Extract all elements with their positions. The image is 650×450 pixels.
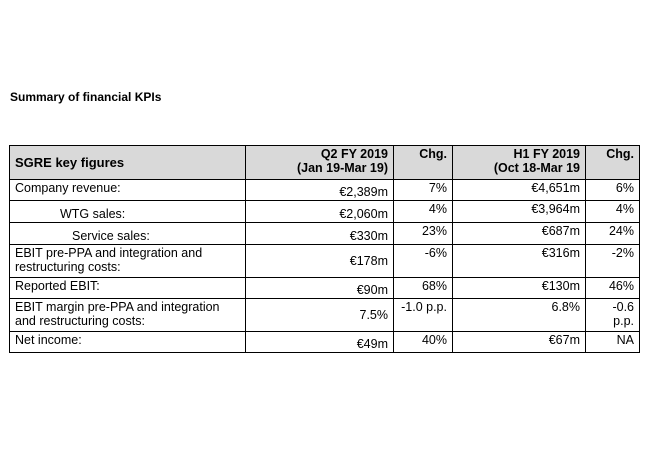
row-label-line1: EBIT pre-PPA and integration and <box>15 246 203 260</box>
table-row <box>10 223 640 245</box>
q2-value: 7.5% <box>246 299 394 332</box>
h1-value: 6.8% <box>453 299 586 332</box>
header-h1-period: H1 FY 2019 <box>513 147 580 161</box>
row-label: Service sales: <box>10 223 246 245</box>
header-key-figures: SGRE key figures <box>10 146 246 180</box>
table-row <box>10 278 640 299</box>
q2-value: €330m <box>246 223 394 245</box>
q2-value: €49m <box>246 332 394 353</box>
row-label: Company revenue: <box>10 180 246 201</box>
h1-value: €316m <box>453 245 586 278</box>
h1-change: NA <box>586 332 640 353</box>
header-h1-fy2019 <box>453 146 586 180</box>
table-row <box>10 332 640 353</box>
row-label-line2: restructuring costs: <box>15 260 121 274</box>
h1-value: €687m <box>453 223 586 245</box>
row-label <box>10 299 246 332</box>
h1-change: 6% <box>586 180 640 201</box>
table-row <box>10 180 640 201</box>
q2-value: €90m <box>246 278 394 299</box>
page-title: Summary of financial KPIs <box>10 90 162 104</box>
row-label-line2: and restructuring costs: <box>15 314 145 328</box>
row-label: Reported EBIT: <box>10 278 246 299</box>
row-label: Net income: <box>10 332 246 353</box>
header-q2-change: Chg. <box>394 146 453 180</box>
h1-change: -2% <box>586 245 640 278</box>
header-h1-change: Chg. <box>586 146 640 180</box>
table-row <box>10 201 640 223</box>
h1-change: 24% <box>586 223 640 245</box>
h1-value: €4,651m <box>453 180 586 201</box>
header-q2-period: Q2 FY 2019 <box>320 147 388 161</box>
header-q2-fy2019 <box>246 146 394 180</box>
h1-value: €67m <box>453 332 586 353</box>
q2-value: €2,060m <box>246 201 394 223</box>
h1-value: €3,964m <box>453 201 586 223</box>
h1-change: 4% <box>586 201 640 223</box>
h1-change: 46% <box>586 278 640 299</box>
row-label-line1: EBIT margin pre-PPA and integration <box>15 300 220 314</box>
q2-change: 4% <box>394 201 453 223</box>
h1-change: -0.6 p.p. <box>586 299 640 332</box>
row-label: WTG sales: <box>10 201 246 223</box>
q2-change: 7% <box>394 180 453 201</box>
q2-value: €2,389m <box>246 180 394 201</box>
q2-change: -6% <box>394 245 453 278</box>
header-q2-range: (Jan 19-Mar 19) <box>296 161 388 175</box>
table-row <box>10 299 640 332</box>
table-row <box>10 245 640 278</box>
h1-value: €130m <box>453 278 586 299</box>
q2-change: -1.0 p.p. <box>394 299 453 332</box>
q2-change: 68% <box>394 278 453 299</box>
financial-kpi-table <box>9 145 640 353</box>
header-h1-range: (Oct 18-Mar 19 <box>493 161 580 175</box>
row-label <box>10 245 246 278</box>
q2-change: 40% <box>394 332 453 353</box>
table-header-row <box>10 146 640 180</box>
q2-change: 23% <box>394 223 453 245</box>
q2-value: €178m <box>246 245 394 278</box>
